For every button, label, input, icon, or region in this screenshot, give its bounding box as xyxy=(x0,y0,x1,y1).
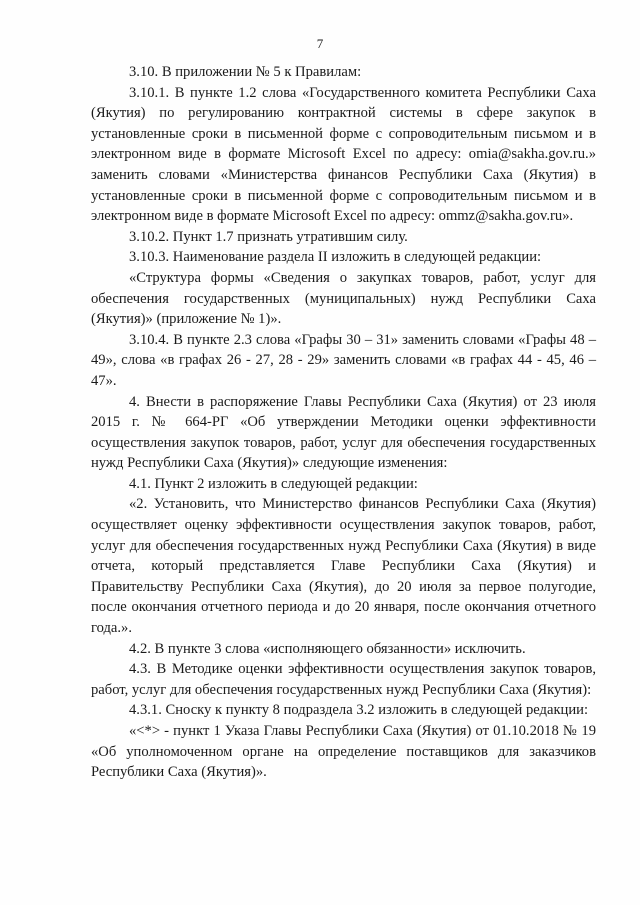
page-number: 7 xyxy=(316,36,324,51)
paragraph-4-1-quote: «2. Установить, что Министерство финансов Республики Саха (Якутия) осуществляет оценку эффективности осуществления закупок товаров, работ, услуг для обеспечения государственных нужд Республики Саха (Якутия) в виде отчета, который представляется Главе Республики Саха (Якутия) и Правительству Республики Саха (Якутия), до 20 июля за первое полугодие, после окончания отчетного периода и до 20 января, после окончания отчетного года.». xyxy=(91,496,596,637)
paragraph-3-10-4: 3.10.4. В пункте 2.3 слова «Графы 30 – 31» заменить словами «Графы 48 – 49», слова «в графах 26 - 27, 28 - 29» заменить словами «в графах 44 - 45, 46 – 47». xyxy=(91,331,596,389)
paragraph-4-2: 4.2. В пункте 3 слова «исполняющего обязанности» исключить. xyxy=(129,640,526,657)
paragraph-3-10: 3.10. В приложении № 5 к Правилам: xyxy=(129,64,362,80)
paragraph-4: 4. Внести в распоряжение Главы Республики Саха (Якутия) от 23 июля 2015 г. № 664-РГ «Об утверждении Методики оценки эффективности осуществления закупок товаров, работ, услуг для обеспечения государственных нужд Республики Саха (Якутия)» следующие изменения: xyxy=(91,393,596,472)
paragraph-4-3: 4.3. В Методике оценки эффективности осуществления закупок товаров, работ, услуг для обеспечения государственных нужд Республики Саха (Якутия): xyxy=(91,661,596,698)
paragraph-3-10-1: 3.10.1. В пункте 1.2 слова «Государственного комитета Республики Саха (Якутия) по регулированию контрактной системы в сфере закупок в установленные сроки в письменной форме с сопроводительным письмом и в электронном виде в формате Microsoft Excel по адресу: omia@sakha.gov.ru.» заменить словами «Министерства финансов Республики Саха (Якутия) в установленные сроки в письменной форме с сопроводительным письмом и в электронном виде в формате Microsoft Excel по адресу: ommz@sakha.gov.ru». xyxy=(91,84,596,225)
paragraph-3-10-2: 3.10.2. Пункт 1.7 признать утратившим силу. xyxy=(129,228,408,245)
paragraph-3-10-3: 3.10.3. Наименование раздела II изложить в следующей редакции: xyxy=(129,249,542,266)
paragraph-footnote-quote: «<*> - пункт 1 Указа Главы Республики Саха (Якутия) от 01.10.2018 № 19 «Об уполномоченном органе на определение поставщиков для заказчиков Республики Саха (Якутия)». xyxy=(91,723,596,781)
paragraph-4-1: 4.1. Пункт 2 изложить в следующей редакции: xyxy=(129,475,418,492)
paragraph-4-3-1: 4.3.1. Сноску к пункту 8 подраздела 3.2 изложить в следующей редакции: xyxy=(129,702,589,719)
document-body xyxy=(91,62,596,783)
paragraph-section-title: «Структура формы «Сведения о закупках товаров, работ, услуг для обеспечения государственных (муниципальных) нужд Республики Саха (Якутия)» (приложение № 1)». xyxy=(91,269,596,328)
